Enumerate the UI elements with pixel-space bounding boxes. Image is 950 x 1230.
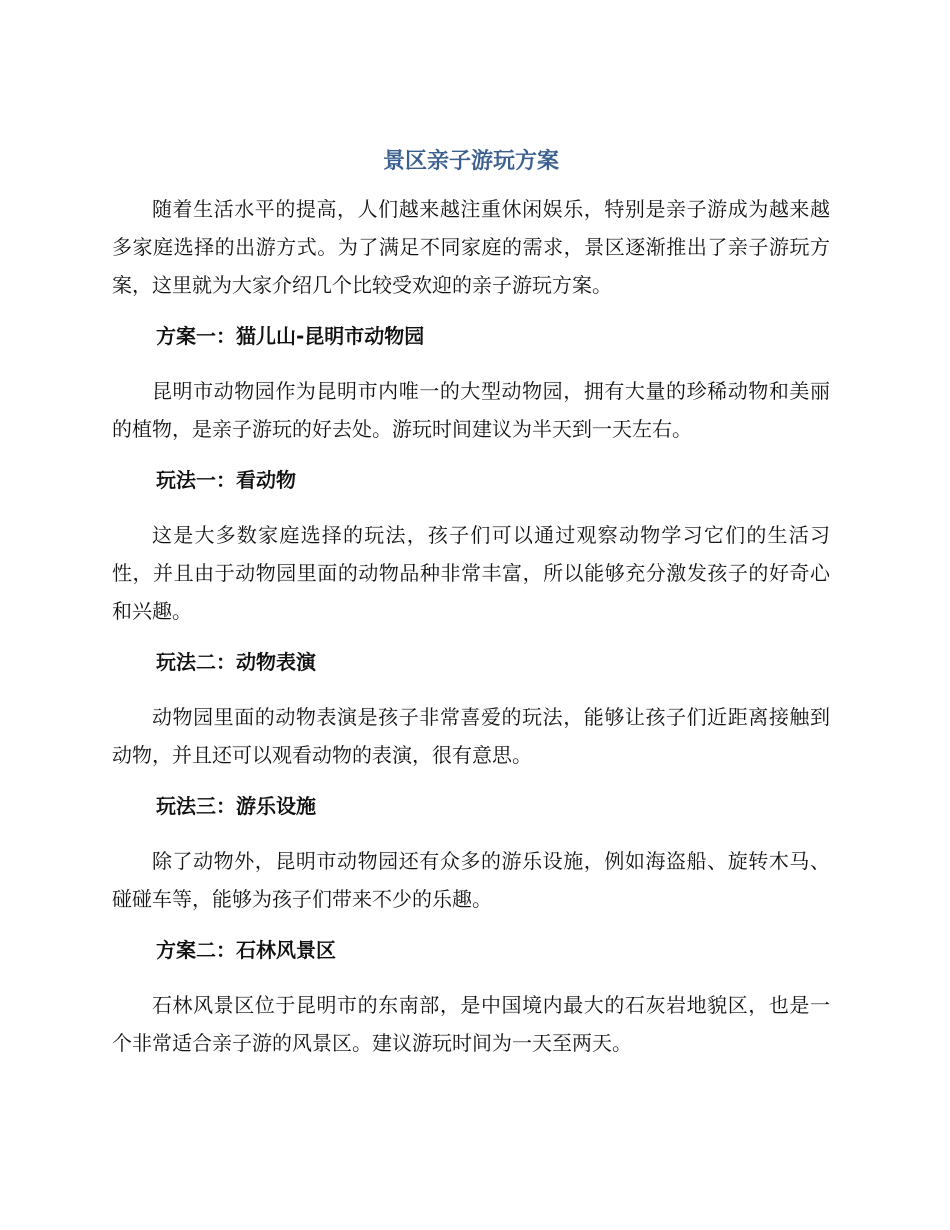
way-one-heading: 玩法一：看动物	[156, 468, 296, 492]
document-body	[112, 146, 830, 1078]
intro-paragraph: 随着生活水平的提高，人们越来越注重休闲娱乐，特别是亲子游成为越来越多家庭选择的出游方式。为了满足不同家庭的需求，景区逐渐推出了亲子游玩方案，这里就为大家介绍几个比较受欢迎的亲子游玩方案。	[112, 197, 830, 297]
way-two-description: 动物园里面的动物表演是孩子非常喜爱的玩法，能够让孩子们近距离接触到动物，并且还可以观看动物的表演，很有意思。	[112, 705, 830, 767]
way-three-description: 除了动物外，昆明市动物园还有众多的游乐设施，例如海盗船、旋转木马、碰碰车等，能够为孩子们带来不少的乐趣。	[112, 849, 830, 911]
document-title: 景区亲子游玩方案	[382, 149, 559, 174]
plan-two-description: 石林风景区位于昆明市的东南部，是中国境内最大的石灰岩地貌区，也是一个非常适合亲子游的风景区。建议游玩时间为一天至两天。	[112, 993, 830, 1055]
way-three-heading: 玩法三：游乐设施	[156, 794, 316, 818]
plan-one-heading: 方案一：猫儿山-昆明市动物园	[156, 324, 425, 348]
plan-one-description: 昆明市动物园作为昆明市内唯一的大型动物园，拥有大量的珍稀动物和美丽的植物，是亲子游玩的好去处。游玩时间建议为半天到一天左右。	[112, 379, 830, 441]
way-two-heading: 玩法二：动物表演	[156, 650, 316, 674]
way-one-description: 这是大多数家庭选择的玩法，孩子们可以通过观察动物学习它们的生活习性，并且由于动物园里面的动物品种非常丰富，所以能够充分激发孩子的好奇心和兴趣。	[112, 523, 830, 623]
plan-two-heading: 方案二：石林风景区	[156, 938, 336, 962]
